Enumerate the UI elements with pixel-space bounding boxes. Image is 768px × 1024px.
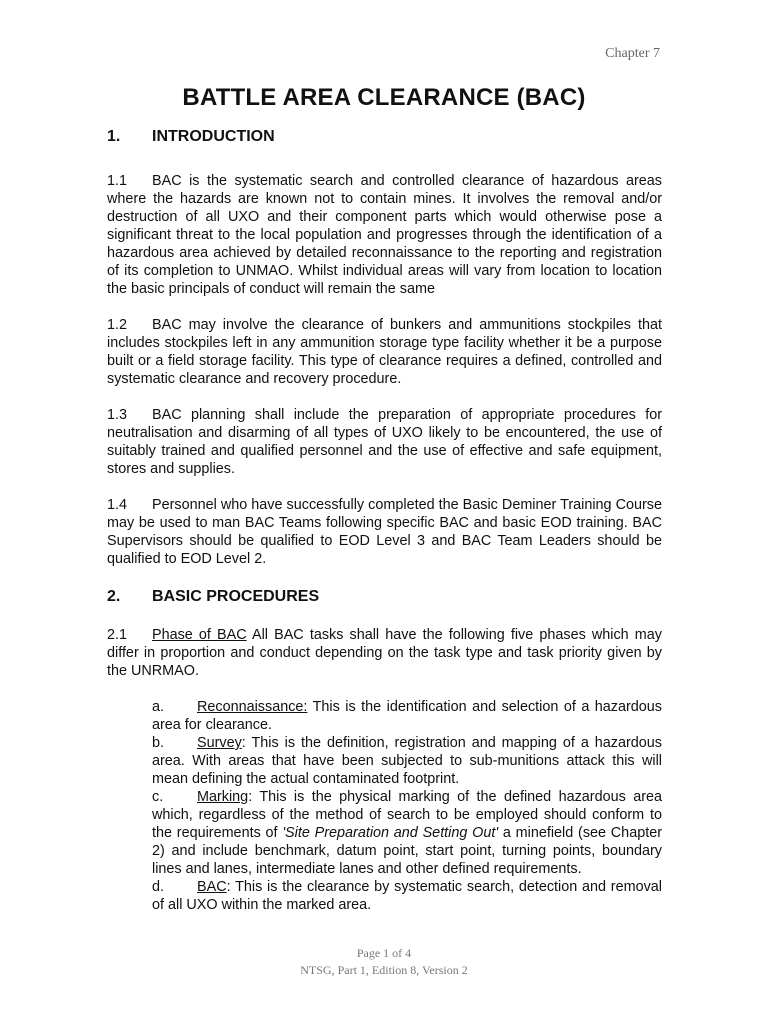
list-letter: c. bbox=[152, 789, 164, 805]
document-body bbox=[107, 128, 662, 914]
list-item-text: : This is the definition, registration and mapping of a hazardous area. With areas that have been subjected to sub-munitions attack this will mean defining the actual contaminated footprint. bbox=[152, 735, 662, 787]
list-item-c bbox=[152, 788, 662, 878]
paragraph-number: 1.4 bbox=[107, 497, 128, 513]
section-heading-basic-procedures bbox=[107, 588, 662, 606]
paragraph-text: BAC may involve the clearance of bunkers and ammunitions stockpiles that includes stockpiles left in any ammunition storage type facility whether it be a purpose built or a field storage facility. This type of clearance requires a defined, controlled and systematic clearance and recovery procedure. bbox=[107, 317, 662, 387]
list-item-b bbox=[152, 734, 662, 788]
section-number: 1. bbox=[107, 128, 121, 145]
list-item-d bbox=[152, 878, 662, 914]
section-heading-introduction bbox=[107, 128, 662, 146]
paragraph-1-4 bbox=[107, 496, 662, 568]
paragraph-1-2 bbox=[107, 316, 662, 388]
underlined-label: Survey bbox=[197, 735, 242, 751]
paragraph-text: Personnel who have successfully completed the Basic Deminer Training Course may be used to man BAC Teams following specific BAC and basic EOD training. BAC Supervisors should be qualified to EOD Level 3 and BAC Team Leaders should be qualified to EOD Level 2. bbox=[107, 497, 662, 567]
list-letter: b. bbox=[152, 735, 165, 751]
section-number: 2. bbox=[107, 588, 121, 605]
list-letter: a. bbox=[152, 699, 165, 715]
paragraph-number: 1.2 bbox=[107, 317, 128, 333]
paragraph-2-1 bbox=[107, 626, 662, 680]
underlined-label: Marking bbox=[197, 789, 249, 805]
list-item-text-continued: a minefield (see Chapter 2) and include benchmark, datum point, start point, turning points, boundary lines and lanes, intermediate lanes and other defined requirements. bbox=[152, 825, 662, 877]
section-title: BASIC PROCEDURES bbox=[152, 588, 320, 605]
section-title: INTRODUCTION bbox=[152, 128, 275, 145]
footer-page-number: Page 1 of 4 bbox=[356, 946, 412, 960]
paragraph-number: 1.1 bbox=[107, 173, 128, 189]
paragraph-1-1 bbox=[107, 172, 662, 298]
italic-reference: 'Site Preparation and Setting Out' bbox=[282, 825, 499, 841]
paragraph-number: 1.3 bbox=[107, 407, 128, 423]
paragraph-text: BAC is the systematic search and controlled clearance of hazardous areas where the hazards are known not to contain mines. It involves the removal and/or destruction of all UXO and their component parts which would otherwise pose a significant threat to the local population and progresses through the identification of a hazardous area achieved by detailed reconnaissance to the reporting and registration of its completion to UNMAO. Whilst individual areas will vary from location to location the basic principals of conduct will remain the same bbox=[107, 173, 662, 297]
list-item-text: : This is the clearance by systematic search, detection and removal of all UXO within the marked area. bbox=[152, 879, 662, 913]
list-item-text: : This is the physical marking of the defined hazardous area which, regardless of the method of search to be employed should conform to the requirements of bbox=[152, 789, 662, 841]
document-title: BATTLE AREA CLEARANCE (BAC) bbox=[182, 84, 586, 111]
list-item-text: This is the identification and selection of a hazardous area for clearance. bbox=[152, 699, 662, 733]
paragraph-text: BAC planning shall include the preparation of appropriate procedures for neutralisation and disarming of all types of UXO likely to be encountered, the use of suitably trained and qualified personnel and the use of effective and safe equipment, stores and supplies. bbox=[107, 407, 662, 477]
paragraph-1-3 bbox=[107, 406, 662, 478]
list-letter: d. bbox=[152, 879, 165, 895]
underlined-label: BAC bbox=[197, 879, 227, 895]
underlined-label: Reconnaissance: bbox=[197, 699, 308, 715]
list-item-a bbox=[152, 698, 662, 734]
footer-edition: NTSG, Part 1, Edition 8, Version 2 bbox=[300, 963, 468, 977]
underlined-label: Phase of BAC bbox=[152, 627, 247, 643]
chapter-header: Chapter 7 bbox=[605, 46, 660, 61]
paragraph-number: 2.1 bbox=[107, 627, 128, 643]
paragraph-text: All BAC tasks shall have the following five phases which may differ in proportion and conduct depending on the task type and task priority given by the UNRMAO. bbox=[107, 627, 662, 679]
